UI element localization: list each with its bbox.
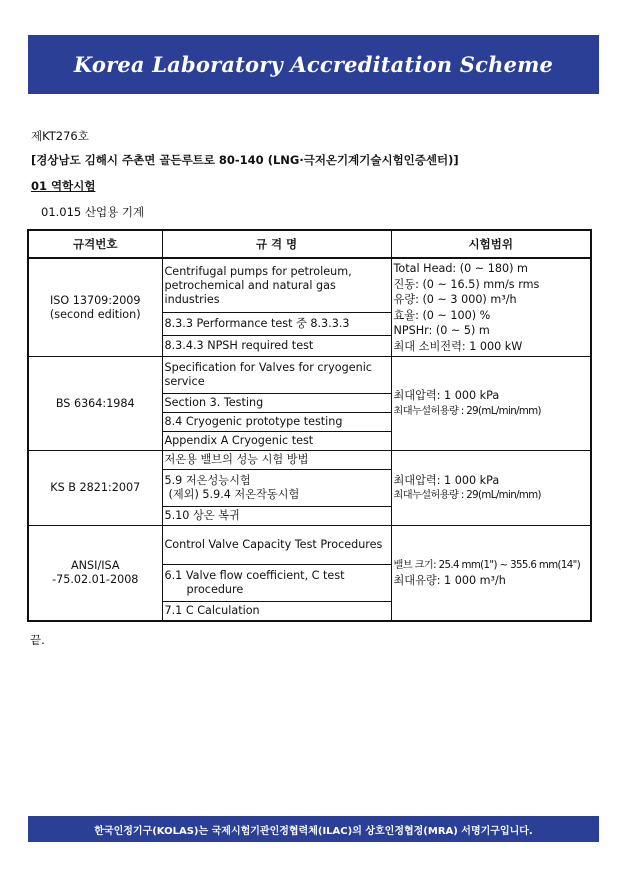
standard-clause: 8.4 Cryogenic prototype testing (162, 413, 391, 432)
footer-banner (28, 816, 599, 842)
standard-number: ISO 13709:2009 (49, 293, 141, 307)
test-scope-cell (391, 357, 591, 451)
header-title: Korea Laboratory Accreditation Scheme (73, 52, 554, 77)
lab-address: [경상남도 김해시 주촌면 골든루트로 80-140 (LNG·극저온기계기술시험인증센터)] (31, 153, 459, 167)
certificate-number: 제KT276호 (31, 129, 89, 143)
footer-text: 한국인정기구(KOLAS)는 국제시험기관인정협력체(ILAC)의 상호인정협정(MRA) 서명기구입니다. (94, 825, 533, 837)
accreditation-table (27, 229, 592, 622)
standard-number: BS 6364:1984 (55, 396, 135, 410)
scope-line: 최대압력: 1 000 kPa (393, 389, 500, 402)
standard-number-cell (28, 357, 162, 451)
scope-line: 진동: (0 ~ 16.5) mm/s rms (393, 277, 540, 291)
standard-clause: 5.10 상온 복귀 (162, 507, 391, 526)
table-header-row (28, 230, 591, 258)
standard-number-cell (28, 258, 162, 357)
scope-line: 밸브 크기: 25.4 mm(1") ~ 355.6 mm(14") (393, 559, 581, 571)
standard-edition: (second edition) (49, 307, 141, 321)
scope-line: 최대 소비전력: 1 000 kW (393, 339, 523, 353)
standard-clause: Appendix A Cryogenic test (162, 432, 391, 451)
table-row (28, 526, 591, 565)
standard-clause: 8.3.4.3 NPSH required test (162, 336, 391, 357)
standard-clause: Section 3. Testing (162, 394, 391, 413)
header-banner (28, 35, 599, 94)
scope-line: 최대유량: 1 000 m³/h (393, 574, 506, 587)
test-subfield: 01.015 산업용 기계 (41, 205, 145, 219)
scope-line: 최대누설허용량 : 29(mL/min/mm) (393, 490, 541, 501)
standard-number-cell (28, 526, 162, 622)
scope-line: 최대누설허용량 : 29(mL/min/mm) (393, 405, 541, 417)
standard-title-cell (162, 451, 391, 470)
scope-line: 효율: (0 ~ 100) % (393, 308, 491, 322)
standard-number-suffix: -75.02.01-2008 (52, 573, 139, 586)
scope-line: Total Head: (0 ~ 180) m (393, 262, 528, 275)
standard-clause-cell (162, 470, 391, 507)
standard-clause-cell (162, 565, 391, 602)
table-row (28, 451, 591, 470)
standard-number: ANSI/ISA (71, 559, 120, 572)
standard-clause: 8.3.3 Performance test 중 8.3.3.3 (162, 313, 391, 336)
table-row (28, 258, 591, 313)
standard-title: Centrifugal pumps for petroleum, petrochemical and natural gas industries (164, 264, 352, 306)
standard-title: Control Valve Capacity Test Procedures (164, 538, 383, 551)
test-scope-cell (391, 526, 591, 622)
standard-title-cell (162, 526, 391, 565)
scope-line: NPSHr: (0 ~ 5) m (393, 324, 490, 337)
table-row (28, 357, 591, 394)
column-header: 규 격 명 (162, 230, 391, 258)
test-scope-cell (391, 258, 591, 357)
standard-title: 저온용 밸브의 성능 시험 방법 (164, 453, 309, 466)
column-header: 시험범위 (391, 230, 591, 258)
standard-number-cell (28, 451, 162, 526)
standard-clause: 6.1 Valve flow coefficient, C test (164, 569, 345, 582)
scope-line: 유량: (0 ~ 3 000) m³/h (393, 293, 517, 306)
test-scope-cell (391, 451, 591, 526)
end-mark: 끝. (30, 633, 45, 647)
standard-title-cell (162, 357, 391, 394)
standard-clause-continuation: procedure (186, 583, 244, 596)
standard-number: KS B 2821:2007 (50, 481, 141, 494)
scope-line: 최대압력: 1 000 kPa (393, 473, 500, 487)
test-field: 01 역학시험 (31, 179, 96, 193)
standard-clause: 7.1 C Calculation (162, 602, 391, 622)
standard-title-cell (162, 258, 391, 313)
standard-clause-note: (제외) 5.9.4 저온작동시험 (168, 488, 300, 501)
column-header: 규격번호 (28, 230, 162, 258)
standard-title: Specification for Valves for cryogenic service (164, 361, 372, 388)
standard-clause: 5.9 저온성능시험 (164, 474, 251, 487)
